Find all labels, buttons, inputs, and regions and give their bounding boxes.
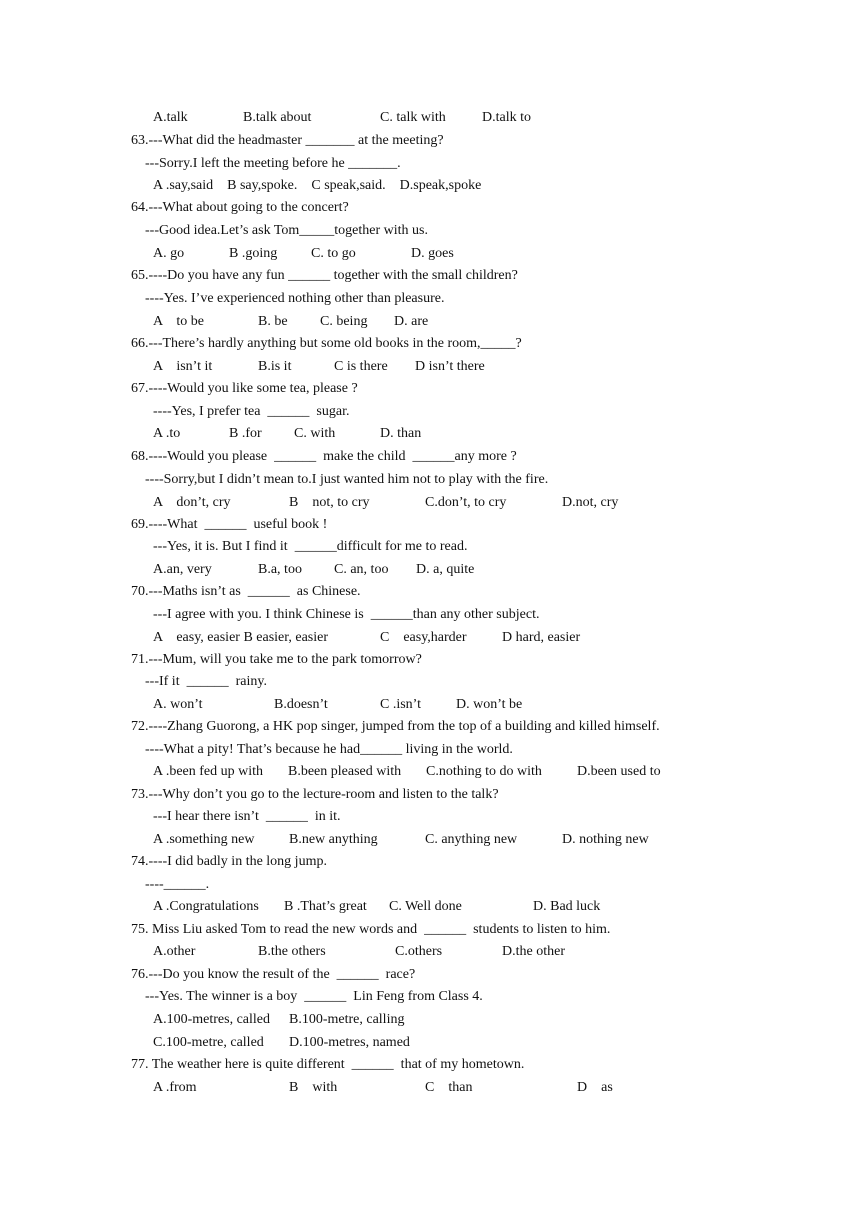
- question-line: 67.----Would you like some tea, please ?: [131, 381, 358, 396]
- answer-option: C. being: [320, 314, 368, 329]
- dialogue-line: ----______.: [145, 877, 210, 892]
- answer-option: D. than: [380, 426, 422, 441]
- question-line: 72.----Zhang Guorong, a HK pop singer, jumped from the top of a building and killed himself.: [131, 719, 660, 734]
- answer-option: A.other: [153, 944, 196, 959]
- answer-option: D.been used to: [577, 764, 661, 779]
- answer-option: B with: [289, 1080, 338, 1095]
- answer-options: [0, 561, 860, 579]
- answer-option: C.don’t, to cry: [425, 495, 507, 510]
- dialogue-line: ---If it ______ rainy.: [145, 674, 267, 689]
- answer-option: C. talk with: [380, 110, 446, 125]
- question-line: 71.---Mum, will you take me to the park tomorrow?: [131, 652, 422, 667]
- dialogue-line: ----Sorry,but I didn’t mean to.I just wanted him not to play with the fire.: [145, 472, 549, 487]
- dialogue-line: ---Yes, it is. But I find it ______difficult for me to read.: [153, 539, 468, 554]
- answer-options: [0, 1034, 860, 1052]
- answer-option: A .from: [153, 1080, 197, 1095]
- answer-option: B.talk about: [243, 110, 312, 125]
- answer-option: C. with: [294, 426, 336, 441]
- dialogue-line: ---I hear there isn’t ______ in it.: [153, 809, 341, 824]
- answer-options: [0, 109, 860, 127]
- question-line: 76.---Do you know the result of the ______ race?: [131, 967, 416, 982]
- dialogue-line: ---I agree with you. I think Chinese is ______than any other subject.: [153, 607, 540, 622]
- question-line: 64.---What about going to the concert?: [131, 200, 349, 215]
- answer-option: C. anything new: [425, 832, 518, 847]
- question-line: 70.---Maths isn’t as ______ as Chinese.: [131, 584, 361, 599]
- answer-option: A .been fed up with: [153, 764, 264, 779]
- answer-option: C is there: [334, 359, 388, 374]
- answer-option: A don’t, cry: [153, 495, 231, 510]
- answer-option: B. be: [258, 314, 288, 329]
- question-line: 74.----I did badly in the long jump.: [131, 854, 327, 869]
- answer-option: A.100-metres, called: [153, 1012, 271, 1027]
- answer-option: C than: [425, 1080, 473, 1095]
- answer-option: B.been pleased with: [288, 764, 402, 779]
- answer-option: A. go: [153, 246, 185, 261]
- answer-options: [0, 1011, 860, 1029]
- answer-options: [0, 425, 860, 443]
- answer-options: [0, 629, 860, 647]
- dialogue-line: ----What a pity! That’s because he had______ living in the world.: [145, 742, 513, 757]
- answer-option: B.100-metre, calling: [289, 1012, 405, 1027]
- question-line: 69.----What ______ useful book !: [131, 517, 328, 532]
- answer-options: [0, 943, 860, 961]
- dialogue-line: A .say,said B say,spoke. C speak,said. D.speak,spoke: [153, 178, 482, 193]
- question-line: 73.---Why don’t you go to the lecture-room and listen to the talk?: [131, 787, 499, 802]
- answer-options: [0, 494, 860, 512]
- dialogue-line: ---Yes. The winner is a boy ______ Lin Feng from Class 4.: [145, 989, 483, 1004]
- answer-option: B .That’s great: [284, 899, 367, 914]
- answer-option: A isn’t it: [153, 359, 213, 374]
- answer-options: [0, 898, 860, 916]
- answer-options: [0, 358, 860, 376]
- answer-option: C.others: [395, 944, 443, 959]
- answer-option: C .isn’t: [380, 697, 421, 712]
- answer-option: A .something new: [153, 832, 255, 847]
- answer-options: [0, 763, 860, 781]
- question-line: 75. Miss Liu asked Tom to read the new words and ______ students to listen to him.: [131, 922, 611, 937]
- answer-option: B.is it: [258, 359, 292, 374]
- answer-option: D.talk to: [482, 110, 531, 125]
- answer-option: D isn’t there: [415, 359, 485, 374]
- answer-option: C. Well done: [389, 899, 462, 914]
- answer-option: D hard, easier: [502, 630, 581, 645]
- answer-option: D.not, cry: [562, 495, 619, 510]
- answer-option: B .for: [229, 426, 262, 441]
- dialogue-line: ----Yes, I prefer tea ______ sugar.: [153, 404, 350, 419]
- answer-option: B .going: [229, 246, 278, 261]
- answer-options: [0, 313, 860, 331]
- answer-option: A to be: [153, 314, 204, 329]
- answer-option: D as: [577, 1080, 613, 1095]
- answer-option: C. an, too: [334, 562, 389, 577]
- question-line: 66.---There’s hardly anything but some old books in the room,_____?: [131, 336, 522, 351]
- answer-option: D. a, quite: [416, 562, 475, 577]
- answer-option: C.nothing to do with: [426, 764, 542, 779]
- question-line: 77. The weather here is quite different ______ that of my hometown.: [131, 1057, 525, 1072]
- answer-option: A .to: [153, 426, 181, 441]
- answer-option: D.the other: [502, 944, 565, 959]
- dialogue-line: ---Good idea.Let’s ask Tom_____together with us.: [145, 223, 428, 238]
- question-line: 65.----Do you have any fun ______ together with the small children?: [131, 268, 518, 283]
- answer-option: C easy,harder: [380, 630, 467, 645]
- question-line: 68.----Would you please ______ make the child ______any more ?: [131, 449, 517, 464]
- answer-option: B not, to cry: [289, 495, 370, 510]
- answer-option: C.100-metre, called: [153, 1035, 264, 1050]
- answer-options: [0, 696, 860, 714]
- answer-options: [0, 1079, 860, 1097]
- answer-options: [0, 245, 860, 263]
- answer-options: [0, 831, 860, 849]
- dialogue-line: ----Yes. I’ve experienced nothing other than pleasure.: [145, 291, 445, 306]
- answer-option: A.an, very: [153, 562, 212, 577]
- dialogue-line: ---Sorry.I left the meeting before he _______.: [145, 156, 401, 171]
- answer-option: D.100-metres, named: [289, 1035, 410, 1050]
- answer-option: C. to go: [311, 246, 356, 261]
- answer-option: D. Bad luck: [533, 899, 601, 914]
- answer-option: B.doesn’t: [274, 697, 328, 712]
- answer-option: B.a, too: [258, 562, 302, 577]
- answer-option: B.new anything: [289, 832, 378, 847]
- question-line: 63.---What did the headmaster _______ at the meeting?: [131, 133, 444, 148]
- answer-option: A easy, easier B easier, easier: [153, 630, 329, 645]
- answer-option: D. are: [394, 314, 429, 329]
- answer-option: B.the others: [258, 944, 326, 959]
- answer-option: D. won’t be: [456, 697, 523, 712]
- answer-option: A .Congratulations: [153, 899, 259, 914]
- answer-option: A. won’t: [153, 697, 203, 712]
- answer-option: D. goes: [411, 246, 454, 261]
- answer-option: D. nothing new: [562, 832, 649, 847]
- answer-option: A.talk: [153, 110, 188, 125]
